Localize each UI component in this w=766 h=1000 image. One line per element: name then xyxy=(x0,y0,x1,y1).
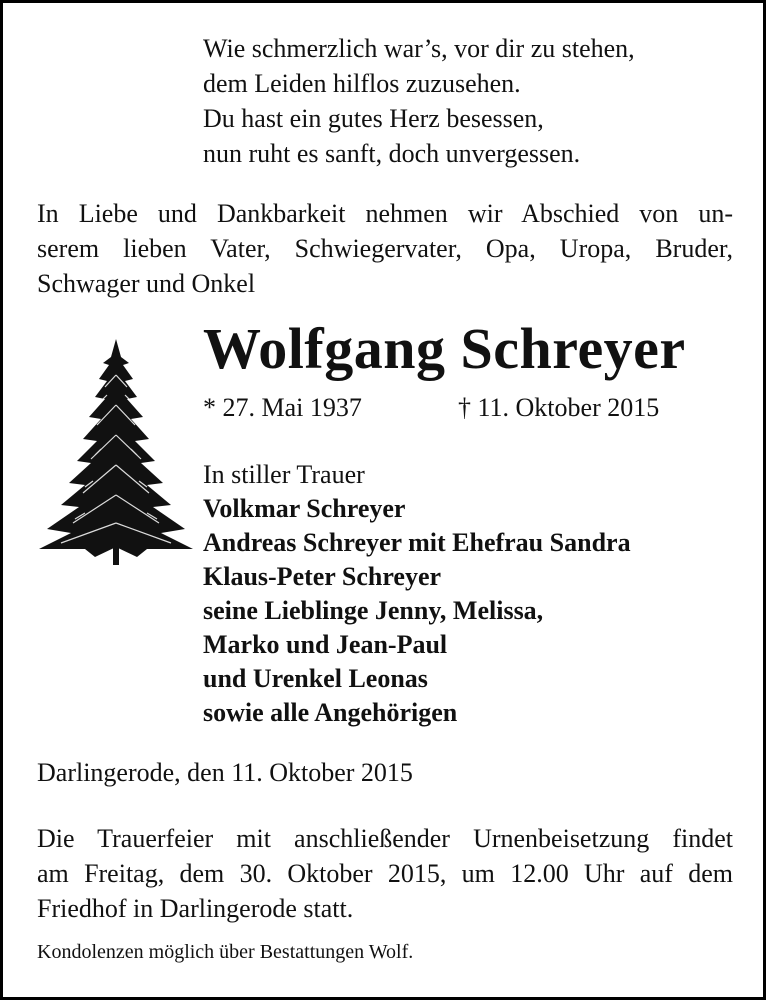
ceremony-line: am Freitag, dem 30. Oktober 2015, um 12.00 Uhr auf dem xyxy=(37,859,733,888)
mourners-list xyxy=(203,458,631,730)
intro-line: In Liebe und Dankbarkeit nehmen wir Abschied von un- xyxy=(37,199,733,228)
mourner: Volkmar Schreyer xyxy=(203,494,406,523)
ceremony-line: Friedhof in Darlingerode statt. xyxy=(37,894,354,923)
mourner: Marko und Jean-Paul xyxy=(203,630,448,659)
place-date: Darlingerode, den 11. Oktober 2015 xyxy=(37,758,413,787)
mourners-heading: In stiller Trauer xyxy=(203,460,365,489)
poem-line: nun ruht es sanft, doch unvergessen. xyxy=(203,139,581,168)
condolences-note: Kondolenzen möglich über Bestattungen Wolf. xyxy=(37,941,414,963)
mourner: Andreas Schreyer mit Ehefrau Sandra xyxy=(203,528,631,557)
poem xyxy=(203,31,635,171)
intro-line: Schwager und Onkel xyxy=(37,269,256,298)
intro-line: serem lieben Vater, Schwiegervater, Opa, Uropa, Bruder, xyxy=(37,234,733,263)
deceased-name: Wolfgang Schreyer xyxy=(203,316,686,381)
poem-line: Wie schmerzlich war’s, vor dir zu stehen, xyxy=(203,34,635,63)
mourner: und Urenkel Leonas xyxy=(203,664,428,693)
ceremony-text xyxy=(37,821,733,926)
poem-line: Du hast ein gutes Herz besessen, xyxy=(203,104,544,133)
poem-line: dem Leiden hilflos zuzusehen. xyxy=(203,69,521,98)
intro-text xyxy=(37,196,733,301)
fir-tree-icon xyxy=(37,335,195,573)
death-date: † 11. Oktober 2015 xyxy=(458,393,660,422)
mourner: Klaus-Peter Schreyer xyxy=(203,562,442,591)
ceremony-line: Die Trauerfeier mit anschließender Urnenbeisetzung findet xyxy=(37,824,733,853)
birth-date: * 27. Mai 1937 xyxy=(203,393,362,422)
mourner: seine Lieblinge Jenny, Melissa, xyxy=(203,596,544,625)
mourner: sowie alle Angehörigen xyxy=(203,698,458,727)
